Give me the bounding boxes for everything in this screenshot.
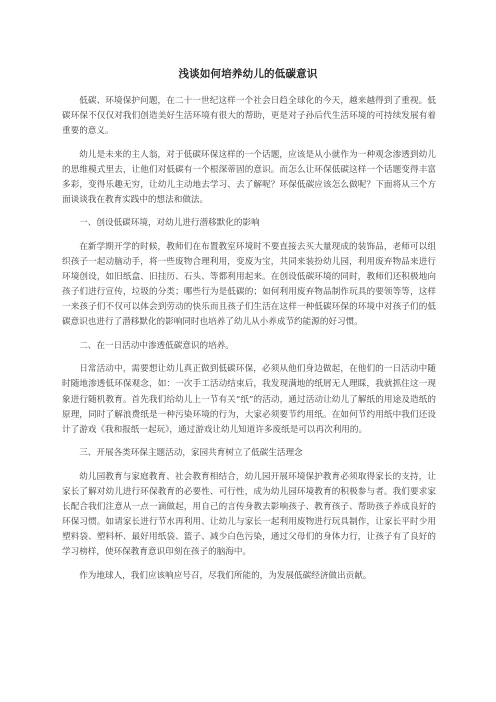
section-heading: 二、在一日活动中渗透低碳意识的培养。 bbox=[79, 340, 234, 351]
body-paragraph: 作为地球人，我们应该响应号召，尽我们所能的，为发展低碳经济做出贡献。 bbox=[79, 570, 372, 581]
section-heading: 一、创设低碳环境，对幼儿进行潜移默化的影响 bbox=[79, 218, 260, 229]
body-paragraph: 幼儿是未来的主人翁，对于低碳环保这样的一个话题，应该是从小就作为一种观念渗透到幼儿的思维模式里去，让他们对低碳有一个根深蒂固的意识。而怎么让环保低碳这样一个话题变得丰富多彩，变得乐趣无穷，让幼儿主动地去学习、去了解呢？环保低碳应该怎么做呢？下面将从三个方面谈谈我在教育实践中的想法和做法。 bbox=[62, 149, 436, 205]
section-heading: 三、开展各类环保主题活动，家园共育树立了低碳生活理念 bbox=[79, 448, 303, 459]
body-paragraph: 日常活动中，需要想让幼儿真正做到低碳环保，必须从他们身边做起，在他们的一日活动中随时随地渗透低环保观念，如：一次手工活动结束后，我发现满地的纸屑无人理睬，我就抓住这一现象进行随机教育。首先我们给幼儿上一节有关“纸”的活动，通过活动让幼儿了解纸的用途及造纸的原理，同时了解浪费纸是一种污染环境的行为，大家必须要节约用纸。在如何节约用纸中我们还设计了游戏《我和报纸一起玩》，通过游戏让幼儿知道许多废纸是可以再次利用的。 bbox=[62, 364, 436, 435]
document-body bbox=[62, 94, 436, 592]
body-paragraph: 低碳、环境保护问题，在二十一世纪这样一个社会日趋全球化的今天，越来越得到了重视。低碳环保不仅仅对我们创造美好生活环境有很大的帮助，更是对子孙后代生活环境的可持续发展有着重要的意义。 bbox=[62, 96, 436, 137]
body-paragraph: 在新学期开学的时候，教师们在布置教室环境时不要直接去买大量现成的装饰品，老师可以组织孩子一起动脑动手，将一些废物合理利用，变废为宝，共同来装扮幼儿园，利用废弃物品来进行环境创设，如旧纸盒、旧挂历、石头、等都利用起来。在创设低碳环境的同时，教师们还积极地向孩子们进行宣传，垃圾的分类；哪些行为是低碳的；如何利用废弃物品制作玩具的要领等等，这样一来孩子们不仅可以体会到劳动的快乐而且孩子们生活在这样一种低碳环保的环境中对孩子们的低碳意识也进行了潜移默化的影响同时也培养了幼儿从小养成节约能源的好习惯。 bbox=[62, 241, 436, 328]
document-title: 浅谈如何培养幼儿的低碳意识 bbox=[178, 68, 318, 80]
body-paragraph: 幼儿园教育与家庭教育、社会教育相结合，幼儿园开展环境保护教育必须取得家长的支持，让家长了解对幼儿进行环保教育的必要性、可行性，成为幼儿园环境教育的积极参与者。我们要求家长配合我们注意从一点一滴做起，用自己的言传身教去影响孩子、教育孩子、帮助孩子养成良好的环保习惯。如请家长进行节水再利用、让幼儿与家长一起利用废物进行玩具制作，让家长平时少用塑料袋、塑料杯、最好用纸袋、篮子、减少白色污染，通过父母们的身体力行，让孩子有了良好的学习榜样，使环保教育意识印刻在孩子的脑海中。 bbox=[62, 471, 436, 558]
